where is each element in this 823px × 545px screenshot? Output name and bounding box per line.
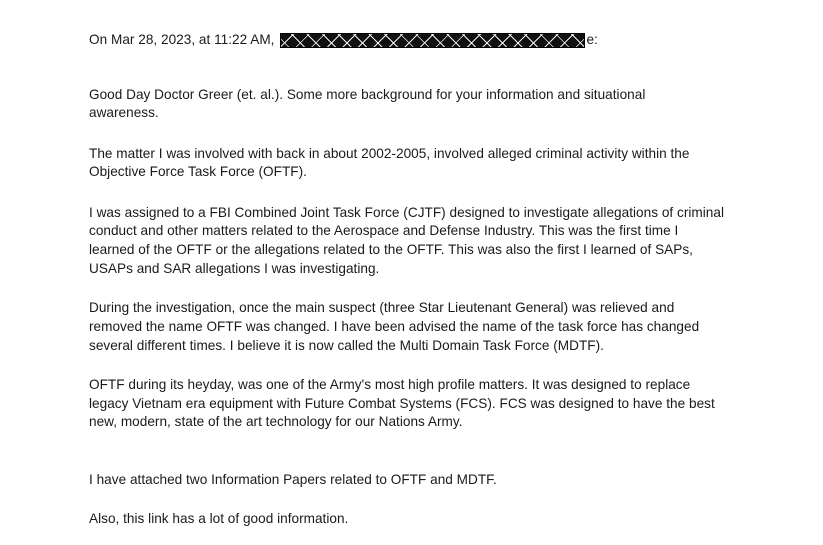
paragraph-2-line-1: The matter I was involved with back in about 2002-2005, involved alleged criminal activity within the: [89, 146, 690, 161]
paragraph-3-line-3: learned of the OFTF or the allegations related to the OFTF. This was also the first I learned of SAPs,: [89, 242, 693, 257]
paragraph-7-line-1: Also, this link has a lot of good information.: [89, 511, 349, 526]
email-header-suffix: e:: [586, 32, 598, 47]
email-date-prefix: On Mar 28, 2023, at 11:22 AM,: [89, 32, 275, 47]
email-header-line: [89, 31, 598, 49]
paragraph-3-line-1: I was assigned to a FBI Combined Joint Task Force (CJTF) designed to investigate allegations of criminal: [89, 205, 724, 220]
paragraph-1-line-1: Good Day Doctor Greer (et. al.). Some more background for your information and situational: [89, 87, 646, 102]
paragraph-5-line-2: legacy Vietnam era equipment with Future Combat Systems (FCS). FCS was designed to have the best: [89, 396, 715, 411]
paragraph-4-line-2: removed the name OFTF was changed. I have been advised the name of the task force has changed: [89, 319, 700, 334]
paragraph-3-line-2: conduct and other matters related to the Aerospace and Defense Industry. This was the first time I: [89, 223, 679, 238]
cut-off-next-line: [89, 538, 239, 545]
paragraph-5-line-1: OFTF during its heyday, was one of the Army's most high profile matters. It was designed to replace: [89, 377, 691, 392]
paragraph-4-line-3: several different times. I believe it is now called the Multi Domain Task Force (MDTF).: [89, 338, 604, 353]
paragraph-3-line-4: USAPs and SAR allegations I was investigating.: [89, 261, 380, 276]
paragraph-2-line-2: Objective Force Task Force (OFTF).: [89, 164, 307, 179]
paragraph-4-line-1: During the investigation, once the main suspect (three Star Lieutenant General) was relieved and: [89, 300, 675, 315]
paragraph-6-line-1: I have attached two Information Papers related to OFTF and MDTF.: [89, 472, 497, 487]
paragraph-1-line-2: awareness.: [89, 105, 159, 120]
redaction-block: [280, 33, 585, 48]
paragraph-5-line-3: new, modern, state of the art technology for our Nations Army.: [89, 414, 463, 429]
